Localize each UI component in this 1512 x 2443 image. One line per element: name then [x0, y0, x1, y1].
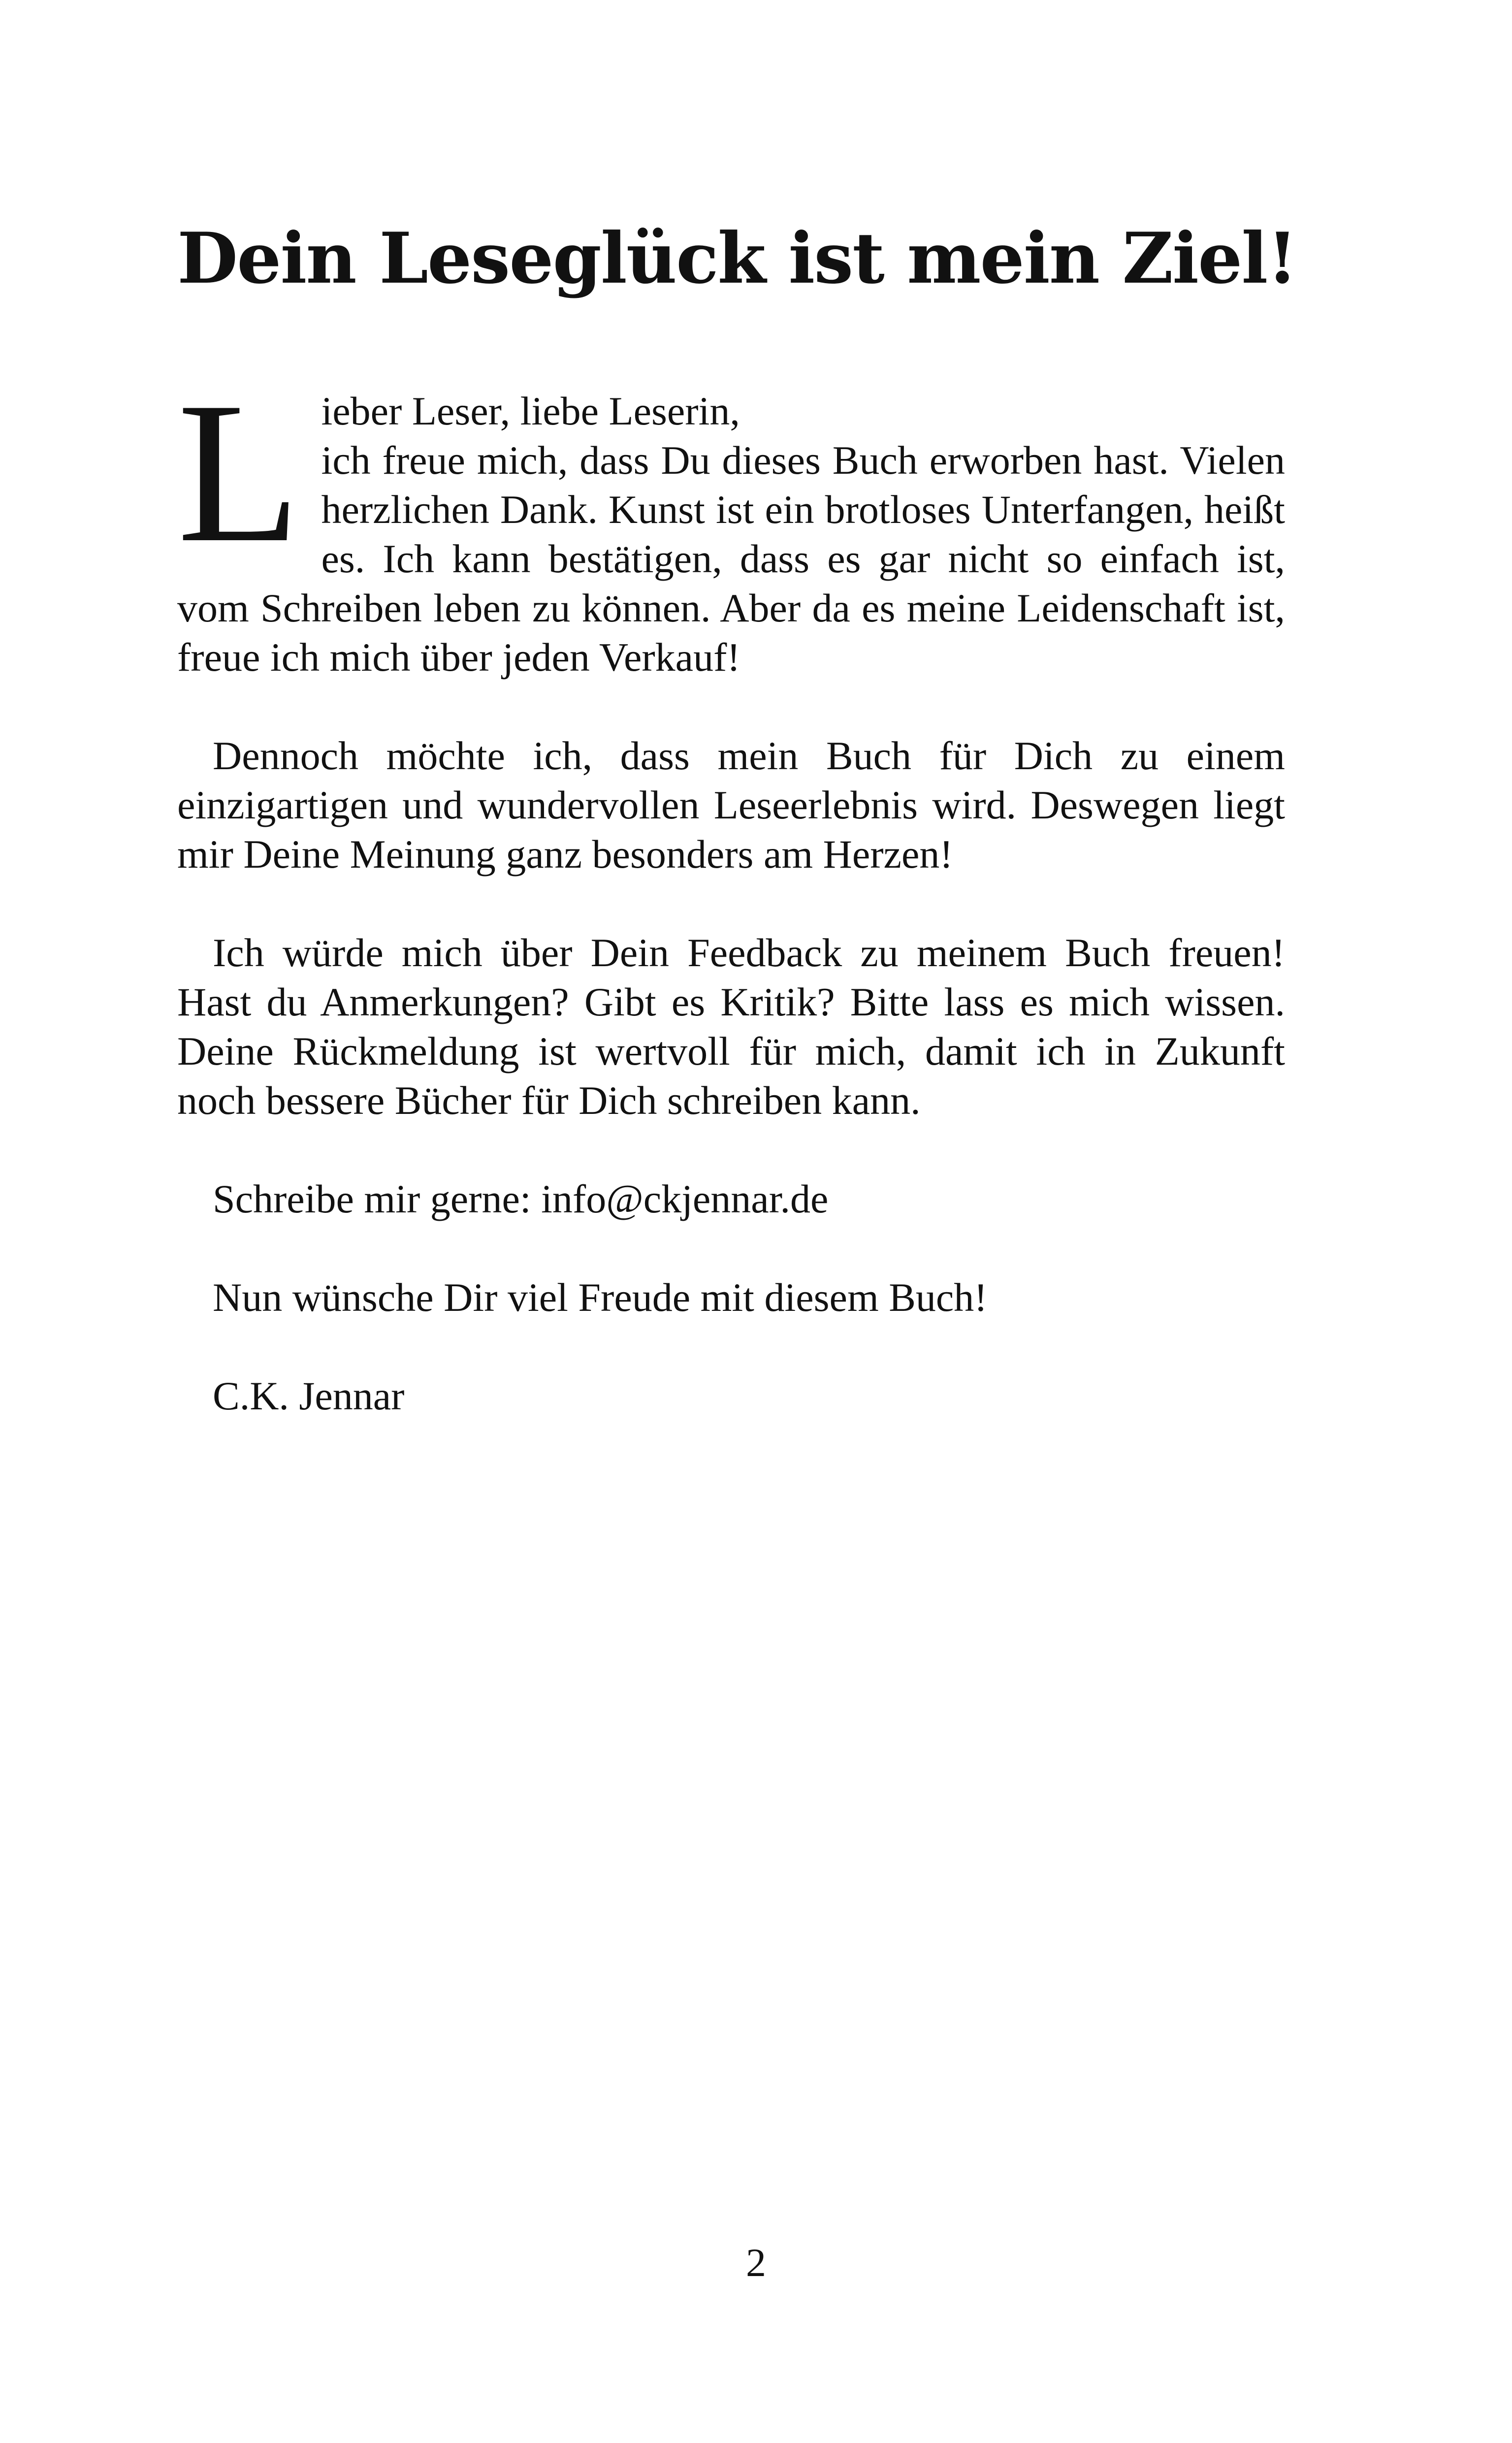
- paragraph-1-text: ich freue mich, dass Du dieses Buch erworben hast. Vielen herzlichen Dank. Kunst ist ein brotloses Unterfangen, heißt es. Ich kann bestätigen, dass es gar nicht so einfach ist, vom Schreiben leben zu können. Aber da es meine Leidenschaft ist, freue ich mich über jeden Verkauf!: [177, 438, 1285, 680]
- letter-body: [177, 360, 1285, 1470]
- letter-paragraph-2: Dennoch möchte ich, dass mein Buch für Dich zu einem einzigartigen und wundervollen Leseerlebnis wird. Deswegen liegt mir Deine Meinung ganz besonders am Herzen!: [177, 733, 1285, 877]
- salutation: ieber Leser, liebe Leserin,: [321, 389, 740, 433]
- signature: C.K. Jennar: [213, 1373, 405, 1418]
- closing-line: Nun wünsche Dir viel Freude mit diesem Buch!: [213, 1275, 988, 1320]
- letter-paragraph-1: [177, 360, 1285, 682]
- page-title: Dein Leseglück ist mein Ziel!: [177, 218, 1297, 299]
- page-number: 2: [746, 2240, 766, 2285]
- letter-paragraph-3: Ich würde mich über Dein Feedback zu meinem Buch freuen! Hast du Anmerkungen? Gibt es Kritik? Bitte lass es mich wissen. Deine Rückmeldung ist wertvoll für mich, damit ich in Zukunft noch bessere Bücher für Dich schreiben kann.: [177, 930, 1285, 1123]
- drop-cap: L: [177, 360, 301, 584]
- contact-line: Schreibe mir gerne: info@ckjennar.de: [213, 1176, 829, 1221]
